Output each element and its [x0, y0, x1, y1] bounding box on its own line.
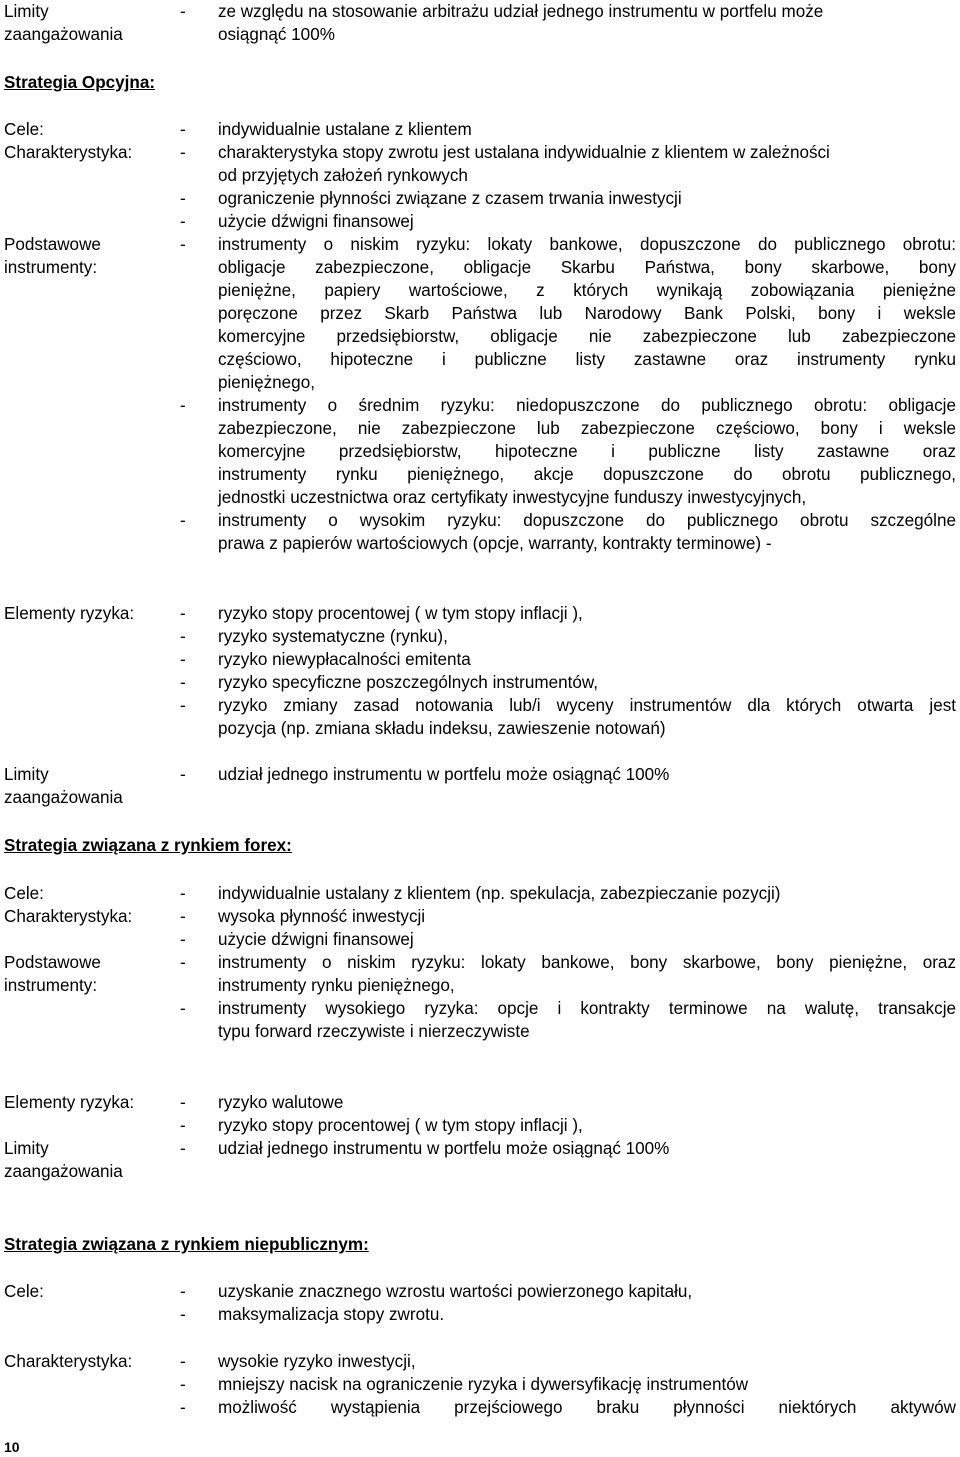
list-dash: -	[180, 396, 186, 415]
characteristic-item: mniejszy nacisk na ograniczenie ryzyka i dywersyfikację instrumentów	[218, 1375, 749, 1394]
risk-label: Elementy ryzyka:	[4, 604, 135, 623]
characteristic-item: użycie dźwigni finansowej	[218, 930, 414, 949]
limits-label-cont: zaangażowania	[4, 788, 123, 807]
list-dash: -	[180, 511, 186, 530]
list-dash: -	[180, 1282, 186, 1301]
instrument-line: pieniężnego,	[218, 373, 315, 392]
list-dash: -	[180, 696, 186, 715]
list-dash: -	[180, 235, 186, 254]
characteristic-item: od przyjętych założeń rynkowych	[218, 166, 468, 185]
instruments-label-cont: instrumenty:	[4, 976, 98, 995]
characteristics-label: Charakterystyka:	[4, 1352, 133, 1371]
section-heading-options: Strategia Opcyjna:	[4, 73, 156, 92]
risk-item: ryzyko niewypłacalności emitenta	[218, 650, 471, 669]
limits-text: udział jednego instrumentu w portfelu może osiągnąć 100%	[218, 765, 670, 784]
section-heading-private: Strategia związana z rynkiem niepublicznym:	[4, 1235, 369, 1254]
goals-label: Cele:	[4, 884, 44, 903]
list-dash: -	[180, 212, 186, 231]
goal-item: uzyskanie znacznego wzrostu wartości powierzonego kapitału,	[218, 1282, 693, 1301]
list-dash: -	[180, 673, 186, 692]
page-number: 10	[4, 1439, 20, 1455]
list-dash: -	[180, 604, 186, 623]
list-dash: -	[180, 120, 186, 139]
instrument-line: instrumenty rynku pieniężnego, akcje dopuszczone do obrotu publicznego,	[218, 465, 956, 484]
instrument-line: instrumenty wysokiego ryzyka: opcje i kontrakty terminowe na walutę, transakcje	[218, 999, 956, 1018]
characteristic-item: możliwość wystąpienia przejściowego braku płynności niektórych aktywów	[218, 1398, 956, 1417]
instrument-line: częściowo, hipoteczne i publiczne listy zastawne oraz instrumenty rynku	[218, 350, 956, 369]
section-heading-forex: Strategia związana z rynkiem forex:	[4, 836, 292, 855]
list-dash: -	[180, 999, 186, 1018]
list-dash: -	[180, 143, 186, 162]
limits-text: udział jednego instrumentu w portfelu może osiągnąć 100%	[218, 1139, 670, 1158]
instrument-line: instrumenty o wysokim ryzyku: dopuszczone do publicznego obrotu szczególne	[218, 511, 956, 530]
instrument-line: komercyjne przedsiębiorstw, hipoteczne i publiczne listy zastawne oraz	[218, 442, 956, 461]
instrument-line: instrumenty o niskim ryzyku: lokaty bankowe, bony skarbowe, bony pieniężne, oraz	[218, 953, 956, 972]
instrument-line: instrumenty o średnim ryzyku: niedopuszczone do publicznego obrotu: obligacje	[218, 396, 956, 415]
goal-item: indywidualnie ustalany z klientem (np. spekulacja, zabezpieczanie pozycji)	[218, 884, 781, 903]
list-dash: -	[180, 765, 186, 784]
instrument-line: prawa z papierów wartościowych (opcje, warranty, kontrakty terminowe) -	[218, 534, 772, 553]
goal-item: maksymalizacja stopy zwrotu.	[218, 1305, 445, 1324]
list-dash: -	[180, 2, 186, 21]
list-dash: -	[180, 627, 186, 646]
instrument-line: pieniężne, papiery wartościowe, z których wynikają zobowiązania pieniężne	[218, 281, 956, 300]
list-dash: -	[180, 1375, 186, 1394]
list-dash: -	[180, 1352, 186, 1371]
list-dash: -	[180, 930, 186, 949]
risk-item: ryzyko walutowe	[218, 1093, 344, 1112]
characteristics-label: Charakterystyka:	[4, 143, 133, 162]
instrument-line: typu forward rzeczywiste i nierzeczywiste	[218, 1022, 530, 1041]
limits-label: Limity	[4, 1139, 49, 1158]
instrument-line: jednostki uczestnictwa oraz certyfikaty inwestycyjne funduszy inwestycyjnych,	[218, 488, 807, 507]
instrument-line: zabezpieczone, nie zabezpieczone lub zabezpieczone częściowo, bony i weksle	[218, 419, 956, 438]
risk-item: ryzyko systematyczne (rynku),	[218, 627, 448, 646]
list-dash: -	[180, 1398, 186, 1417]
limits-label: Limity	[4, 765, 49, 784]
characteristic-item: ograniczenie płynności związane z czasem trwania inwestycji	[218, 189, 682, 208]
characteristic-item: wysoka płynność inwestycji	[218, 907, 426, 926]
instrument-line: instrumenty o niskim ryzyku: lokaty bankowe, dopuszczone do publicznego obrotu:	[218, 235, 956, 254]
characteristic-item: użycie dźwigni finansowej	[218, 212, 414, 231]
instruments-label: Podstawowe	[4, 235, 101, 254]
goals-label: Cele:	[4, 1282, 44, 1301]
instrument-line: poręczone przez Skarb Państwa lub Narodowy Bank Polski, bony i weksle	[218, 304, 956, 323]
instrument-line: komercyjne przedsiębiorstw, obligacje nie zabezpieczone lub zabezpieczone	[218, 327, 956, 346]
list-dash: -	[180, 953, 186, 972]
list-dash: -	[180, 884, 186, 903]
goal-item: indywidualnie ustalane z klientem	[218, 120, 472, 139]
instrument-line: obligacje zabezpieczone, obligacje Skarbu Państwa, bony skarbowe, bony	[218, 258, 956, 277]
characteristics-label: Charakterystyka:	[4, 907, 133, 926]
limits-label-cont: zaangażowania	[4, 1162, 123, 1181]
limits-label: Limity	[4, 2, 49, 21]
list-dash: -	[180, 1116, 186, 1135]
list-dash: -	[180, 1139, 186, 1158]
characteristic-item: charakterystyka stopy zwrotu jest ustalana indywidualnie z klientem w zależności	[218, 143, 830, 162]
risk-item: pozycja (np. zmiana składu indeksu, zawieszenie notowań)	[218, 719, 666, 738]
list-dash: -	[180, 189, 186, 208]
risk-item: ryzyko zmiany zasad notowania lub/i wyceny instrumentów dla których otwarta jest	[218, 696, 956, 715]
list-dash: -	[180, 907, 186, 926]
characteristic-item: wysokie ryzyko inwestycji,	[218, 1352, 416, 1371]
risk-item: ryzyko stopy procentowej ( w tym stopy inflacji ),	[218, 1116, 583, 1135]
risk-label: Elementy ryzyka:	[4, 1093, 135, 1112]
instruments-label-cont: instrumenty:	[4, 258, 98, 277]
goals-label: Cele:	[4, 120, 44, 139]
list-dash: -	[180, 650, 186, 669]
limits-text: ze względu na stosowanie arbitrażu udział jednego instrumentu w portfelu może	[218, 2, 824, 21]
instruments-label: Podstawowe	[4, 953, 101, 972]
list-dash: -	[180, 1305, 186, 1324]
list-dash: -	[180, 1093, 186, 1112]
risk-item: ryzyko specyficzne poszczególnych instrumentów,	[218, 673, 599, 692]
risk-item: ryzyko stopy procentowej ( w tym stopy inflacji ),	[218, 604, 583, 623]
instrument-line: instrumenty rynku pieniężnego,	[218, 976, 455, 995]
limits-label-cont: zaangażowania	[4, 25, 123, 44]
limits-text: osiągnąć 100%	[218, 25, 335, 44]
